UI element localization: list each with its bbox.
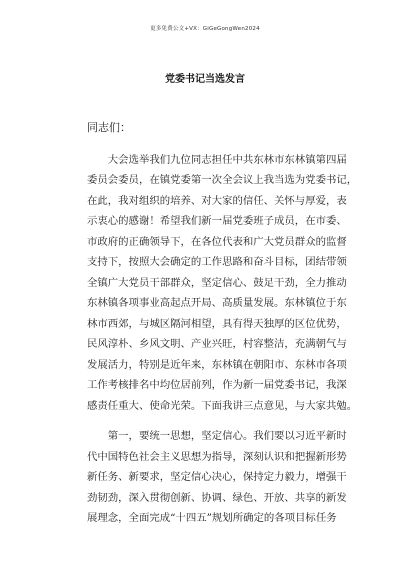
text-line: 代中国特色社会主义思想为指导，深刻认识和把握新形势 (87, 450, 347, 463)
salutation: 同志们： (87, 121, 131, 134)
text-line: 东林镇各项事业高起点开局、高质量发展。东林镇位于东 (87, 297, 347, 309)
text-line: 示衷心的感谢！希望我们新一届党委班子成员，在市委、 (87, 215, 347, 227)
text-line: 发展活力，特别是近年来，东林镇在朝阳市、东林市各项 (87, 358, 347, 371)
text-line: 委员会委员，在镇党委第一次全会议上我当选为党委书记， (87, 174, 358, 186)
text-line: 感责任重大、使命光荣。下面我讲三点意见，与大家共勉。 (87, 399, 358, 412)
text-line: 全镇广大党员干部群众，坚定信心、鼓足干劲，全力推动 (87, 276, 347, 289)
header-note: 更多免费公文+VX：GiGeGongWen2024 (150, 26, 260, 32)
document-body (87, 118, 358, 529)
paragraph-1 (87, 150, 358, 417)
text-line: 大会选举我们九位同志担任中共东林市东林镇第四届 (87, 153, 347, 166)
paragraph-spacer (87, 416, 329, 426)
text-line: 市政府的正确领导下，在各位代表和广大党员群众的监督 (87, 235, 347, 248)
document-title: 党委书记当选发言 (165, 74, 245, 85)
text-line: 展理念，全面完成“十四五”规划所确定的各项目标任务 (87, 512, 337, 524)
text-line: 民风淳朴、乡风文明、产业兴旺，村容整洁，充满朝气与 (87, 338, 347, 350)
text-line: 第一，要统一思想，坚定信心。我们要以习近平新时 (87, 430, 347, 442)
text-line: 在此，我对组织的培养、对大家的信任、关怀与厚爱，表 (87, 194, 347, 207)
text-line: 劲韧劲，深入贯彻创新、协调、绿色、开放、共享的新发 (87, 491, 347, 504)
text-line: 支持下，按照大会确定的工作思路和奋斗目标，团结带领 (87, 256, 347, 268)
text-line: 林市西郊，与城区隔河相望，具有得天独厚的区位优势， (87, 317, 347, 330)
paragraph-2 (87, 426, 347, 529)
text-line: 工作考核排名中均位居前列，作为新一届党委书记，我深 (87, 379, 347, 391)
text-line: 新任务、新要求，坚定信心决心，保持定力毅力，增强干 (87, 471, 347, 483)
